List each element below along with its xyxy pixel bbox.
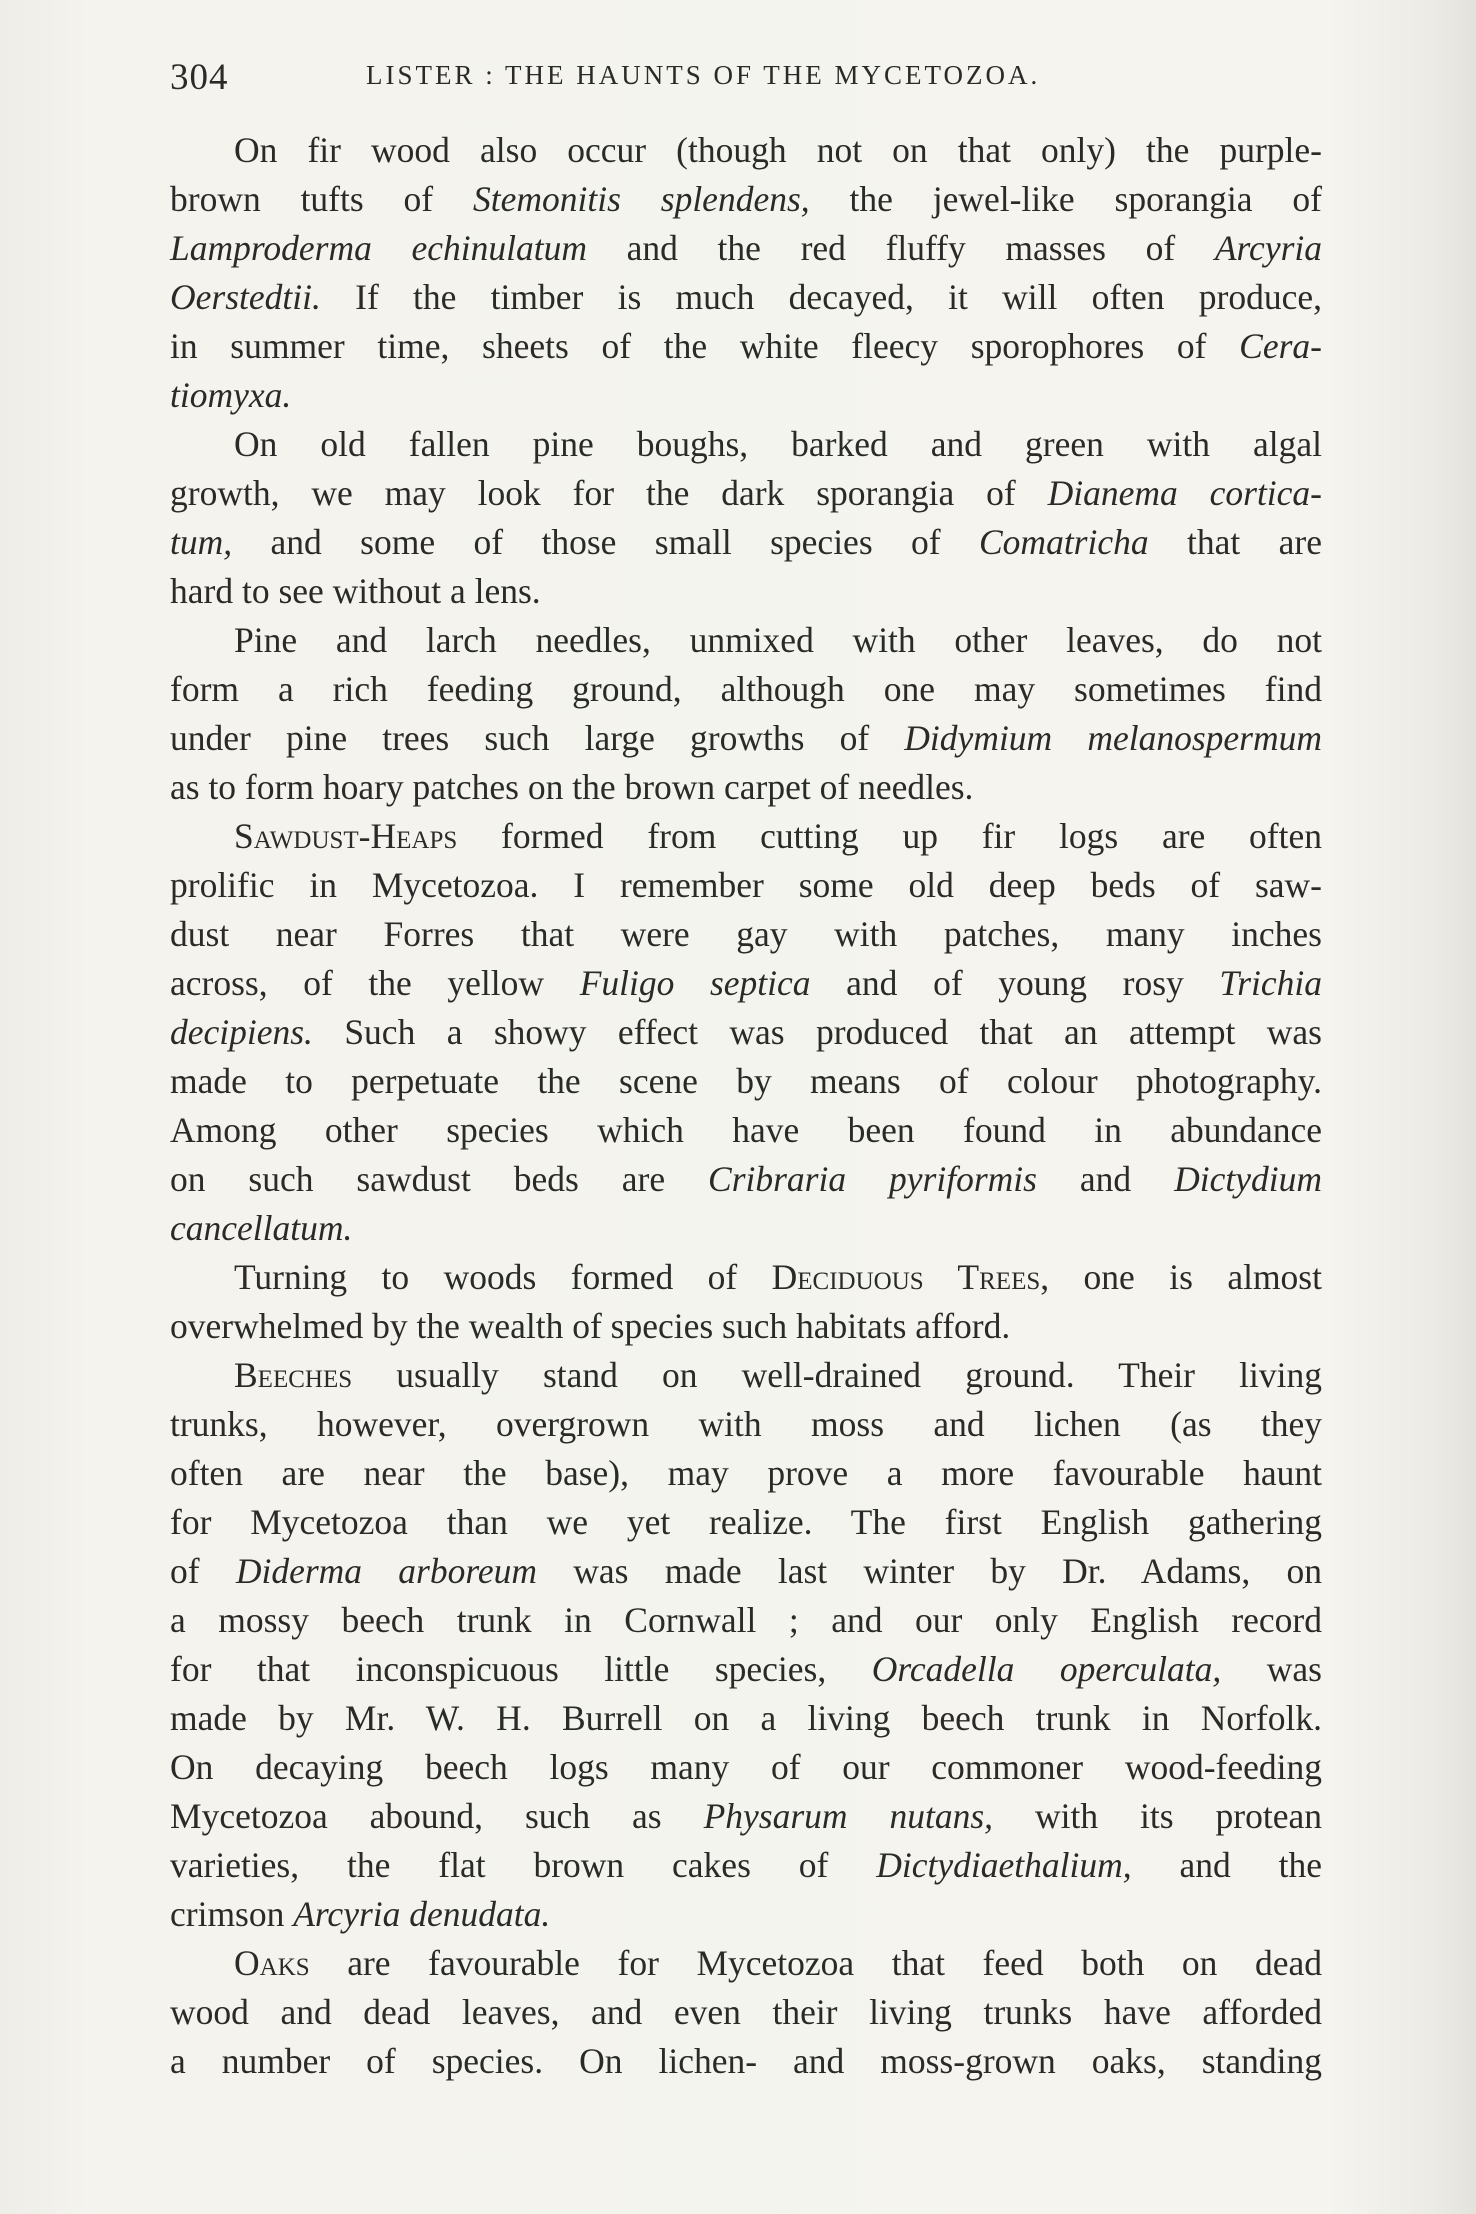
text-run: crimson xyxy=(170,1894,294,1934)
section-heading: Sawdust-Heaps xyxy=(234,816,458,856)
text-run: On decaying beech logs many of our commoner wood-feeding xyxy=(170,1747,1322,1787)
text-line xyxy=(170,1694,1322,1743)
text-run: Pine and larch needles, unmixed with other leaves, do not xyxy=(234,620,1322,660)
text-line xyxy=(170,1302,1322,1351)
page-number: 304 xyxy=(170,57,229,98)
text-line xyxy=(170,1057,1322,1106)
text-run: brown tufts of xyxy=(170,179,473,219)
text-run: as to form hoary patches on the brown carpet of needles. xyxy=(170,767,974,807)
species-name: Orcadella operculata, xyxy=(871,1649,1222,1689)
text-run: for Mycetozoa than we yet realize. The first English gathering xyxy=(170,1502,1322,1542)
text-run: often are near the base), may prove a more favourable haunt xyxy=(170,1453,1322,1493)
text-run: hard to see without a lens. xyxy=(170,571,541,611)
text-run: Mycetozoa abound, such as xyxy=(170,1796,704,1836)
text-line xyxy=(170,126,1322,175)
text-line xyxy=(170,322,1322,371)
text-run: made by Mr. W. H. Burrell on a living beech trunk in Norfolk. xyxy=(170,1698,1322,1738)
text-run: and the red fluffy masses of xyxy=(586,228,1215,268)
species-name: Comatricha xyxy=(979,522,1149,562)
species-name: tiomyxa. xyxy=(170,375,292,415)
text-run: If the timber is much decayed, it will often produce, xyxy=(320,277,1322,317)
text-line xyxy=(170,1841,1322,1890)
text-line xyxy=(170,812,1322,861)
text-line xyxy=(170,567,1322,616)
species-name: Oerstedtii. xyxy=(170,277,321,317)
text-run: with its protean xyxy=(993,1796,1322,1836)
text-run: on such sawdust beds are xyxy=(170,1159,709,1199)
text-run: was xyxy=(1221,1649,1322,1689)
text-line xyxy=(170,1351,1322,1400)
species-name: Fuligo septica xyxy=(579,963,811,1003)
text-line xyxy=(170,1939,1322,1988)
body-text xyxy=(170,126,1322,2086)
text-line xyxy=(170,616,1322,665)
text-line xyxy=(170,1155,1322,1204)
text-run: and the xyxy=(1131,1845,1322,1885)
text-line xyxy=(170,371,1322,420)
text-run: that are xyxy=(1148,522,1322,562)
text-run: prolific in Mycetozoa. I remember some old deep beds of saw- xyxy=(170,865,1322,905)
text-line xyxy=(170,714,1322,763)
text-line xyxy=(170,1253,1322,1302)
text-line xyxy=(170,420,1322,469)
species-name: Stemonitis splendens, xyxy=(472,179,810,219)
text-run: the jewel-like sporangia of xyxy=(809,179,1322,219)
species-name: Diderma arboreum xyxy=(235,1551,537,1591)
text-line xyxy=(170,1449,1322,1498)
page-header xyxy=(170,52,1320,112)
section-heading: Beeches xyxy=(234,1355,353,1395)
text-line xyxy=(170,1106,1322,1155)
species-name: cancellatum. xyxy=(170,1208,353,1248)
text-line xyxy=(170,1743,1322,1792)
text-line xyxy=(170,1988,1322,2037)
text-line xyxy=(170,1792,1322,1841)
species-name: Lamproderma echinulatum xyxy=(170,228,587,268)
text-line xyxy=(170,1498,1322,1547)
text-line xyxy=(170,1547,1322,1596)
text-run: for that inconspicuous little species, xyxy=(170,1649,872,1689)
text-line xyxy=(170,469,1322,518)
text-run: formed from cutting up fir logs are often xyxy=(457,816,1322,856)
text-line xyxy=(170,273,1322,322)
species-name: Cribraria pyriformis xyxy=(708,1159,1037,1199)
text-line xyxy=(170,518,1322,567)
running-head: LISTER : THE HAUNTS OF THE MYCETOZOA. xyxy=(366,60,1041,90)
text-line xyxy=(170,1400,1322,1449)
text-run: in summer time, sheets of the white fleecy sporophores of xyxy=(170,326,1240,366)
species-name: Dictydiaethalium, xyxy=(876,1845,1132,1885)
text-run: a mossy beech trunk in Cornwall ; and our only English record xyxy=(170,1600,1322,1640)
text-line xyxy=(170,861,1322,910)
text-run: Such a showy effect was produced that an attempt was xyxy=(312,1012,1322,1052)
text-line xyxy=(170,1204,1322,1253)
text-run: overwhelmed by the wealth of species such habitats afford. xyxy=(170,1306,1011,1346)
species-name: Dictydium xyxy=(1174,1159,1322,1199)
species-name: Physarum nutans, xyxy=(703,1796,994,1836)
text-run: growth, we may look for the dark sporangia of xyxy=(170,473,1048,513)
text-line xyxy=(170,175,1322,224)
text-run: dust near Forres that were gay with patches, many inches xyxy=(170,914,1322,954)
text-line xyxy=(170,1645,1322,1694)
text-line xyxy=(170,2037,1322,2086)
section-heading: Oaks xyxy=(234,1943,310,1983)
text-run: of xyxy=(170,1551,236,1591)
species-name: Arcyria denudata. xyxy=(293,1894,551,1934)
text-line xyxy=(170,959,1322,1008)
text-run: one is almost xyxy=(1049,1257,1322,1297)
text-run: was made last winter by Dr. Adams, on xyxy=(537,1551,1322,1591)
text-run: form a rich feeding ground, although one may sometimes find xyxy=(170,669,1322,709)
text-line xyxy=(170,1890,1322,1939)
text-run: On fir wood also occur (though not on that only) the purple- xyxy=(234,130,1322,170)
species-name: Arcyria xyxy=(1214,228,1322,268)
species-name: Cera- xyxy=(1239,326,1322,366)
text-run: On old fallen pine boughs, barked and green with algal xyxy=(234,424,1322,464)
text-line xyxy=(170,665,1322,714)
text-run: varieties, the flat brown cakes of xyxy=(170,1845,877,1885)
species-name: Dianema cortica- xyxy=(1047,473,1322,513)
text-run: under pine trees such large growths of xyxy=(170,718,905,758)
text-run: made to perpetuate the scene by means of colour photography. xyxy=(170,1061,1322,1101)
text-run: Among other species which have been found in abundance xyxy=(170,1110,1322,1150)
text-line xyxy=(170,1008,1322,1057)
text-run: and some of those small species of xyxy=(232,522,979,562)
text-line xyxy=(170,763,1322,812)
text-run: are favourable for Mycetozoa that feed both on dead xyxy=(309,1943,1322,1983)
text-line xyxy=(170,1596,1322,1645)
text-run: usually stand on well-drained ground. Their living xyxy=(352,1355,1322,1395)
text-run: trunks, however, overgrown with moss and lichen (as they xyxy=(170,1404,1322,1444)
species-name: tum, xyxy=(170,522,233,562)
species-name: Didymium melanospermum xyxy=(904,718,1322,758)
species-name: Trichia xyxy=(1219,963,1323,1003)
text-run: Turning to woods formed of xyxy=(234,1257,772,1297)
text-run: across, of the yellow xyxy=(170,963,580,1003)
text-run: and xyxy=(1036,1159,1175,1199)
text-run: a number of species. On lichen- and moss-grown oaks, standing xyxy=(170,2041,1322,2081)
text-line xyxy=(170,224,1322,273)
text-run: and of young rosy xyxy=(810,963,1220,1003)
text-run: wood and dead leaves, and even their living trunks have afforded xyxy=(170,1992,1322,2032)
text-line xyxy=(170,910,1322,959)
section-heading: Deciduous Trees, xyxy=(771,1257,1050,1297)
species-name: decipiens. xyxy=(170,1012,313,1052)
